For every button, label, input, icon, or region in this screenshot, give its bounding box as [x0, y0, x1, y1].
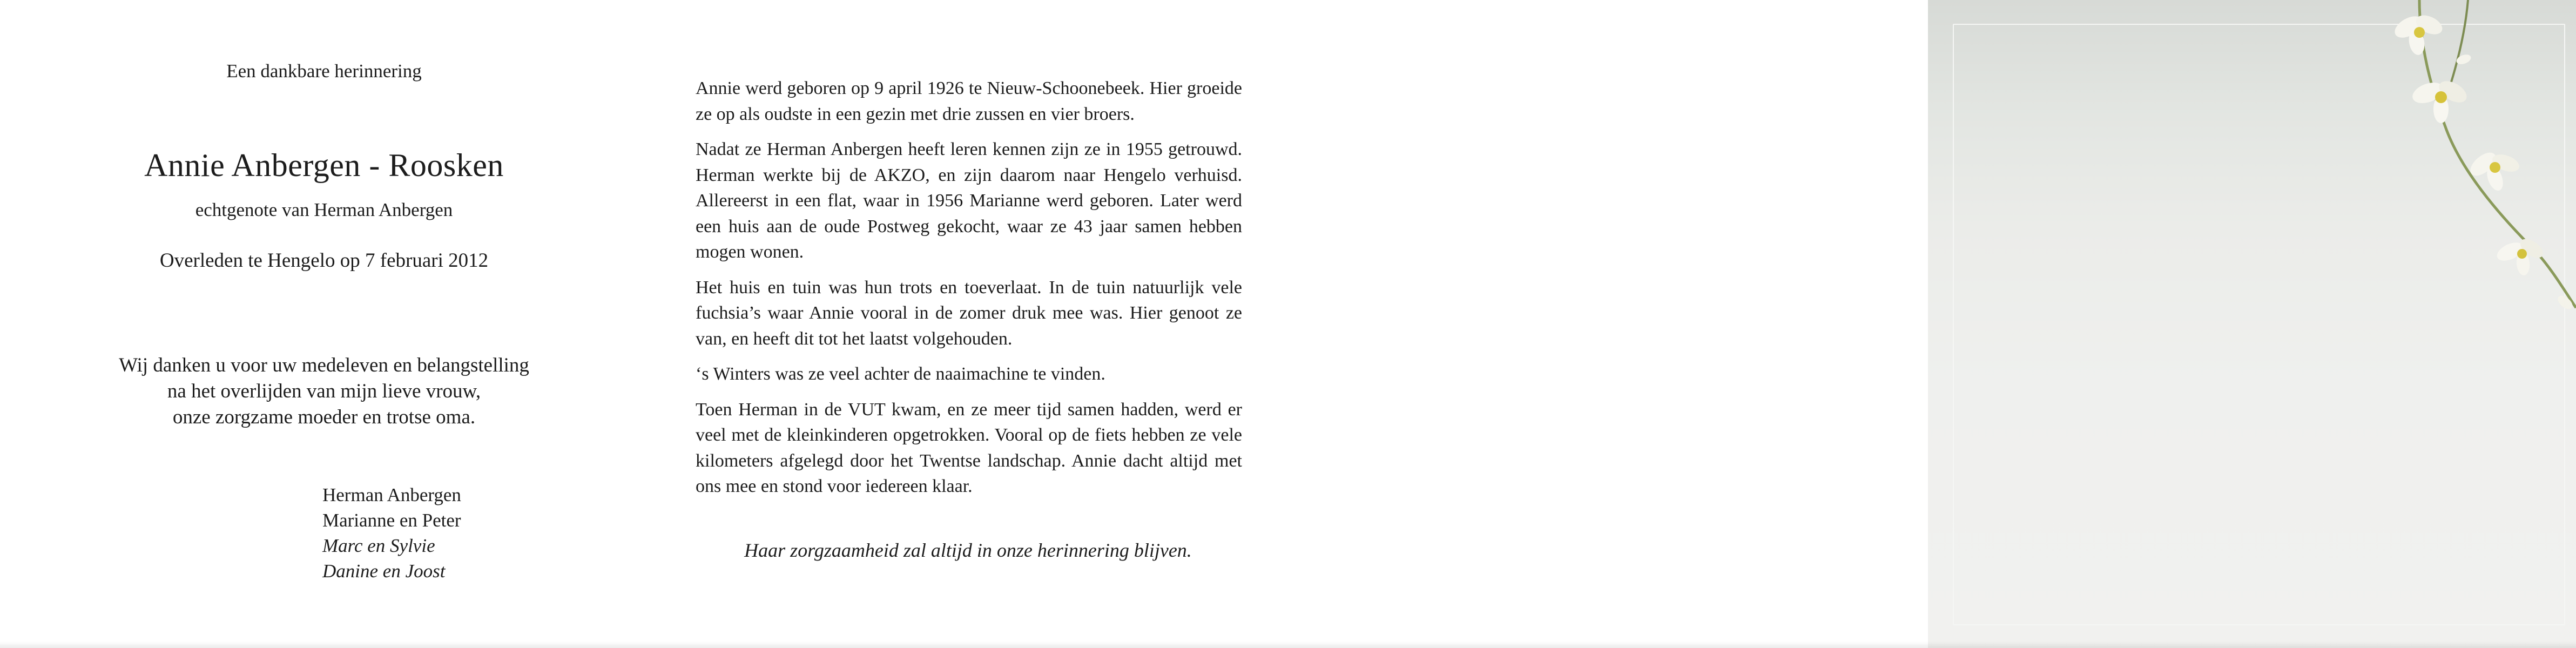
- signatory: Marc en Sylvie: [322, 535, 435, 556]
- signatory: Herman Anbergen: [322, 484, 461, 505]
- card-left-panel: [0, 0, 645, 648]
- page-edge-shadow: [0, 642, 2576, 648]
- biography-paragraph: Het huis en tuin was hun trots en toeverlaat. In de tuin natuurlijk vele fuchsia’s waar Annie vooral in de zomer druk mee was. Hier genoot ze van, en heeft dit tot het laatst volgehouden.: [696, 277, 1242, 349]
- spouse-line: echtgenote van Herman Anbergen: [195, 199, 453, 220]
- closing-line: Haar zorgzaamheid zal altijd in onze herinnering blijven.: [744, 539, 1192, 561]
- signatory: Marianne en Peter: [322, 510, 461, 531]
- thanks-line: na het overlijden van mijn lieve vrouw,: [167, 380, 481, 402]
- intro-text: Een dankbare herinnering: [226, 60, 422, 82]
- biography-paragraph: Annie werd geboren op 9 april 1926 te Nieuw-Schoonebeek. Hier groeide ze op als oudste in een gezin met drie zussen en vier broers.: [696, 78, 1242, 124]
- thanks-text: [54, 353, 594, 430]
- signatories: [322, 482, 461, 584]
- biography: [696, 76, 1242, 509]
- biography-paragraph: Nadat ze Herman Anbergen heeft leren kennen zijn ze in 1955 getrouwd. Herman werkte bij de AKZO, en zijn daarom naar Hengelo verhuisd. Allereerst in een flat, waar in 1956 Marianne werd geboren. Later werd een huis aan de oude Postweg gekocht, waar ze 43 jaar samen hebben mogen wonen.: [696, 139, 1242, 262]
- thanks-line: Wij danken u voor uw medeleven en belangstelling: [119, 354, 529, 376]
- orchid-photo-icon: [2338, 0, 2576, 346]
- card-photo-panel: [1928, 0, 2576, 648]
- card-blank-panel: [1291, 0, 1928, 648]
- deceased-name: Annie Anbergen - Roosken: [144, 147, 504, 183]
- thanks-line: onze zorgzame moeder en trotse oma.: [172, 406, 476, 428]
- death-line: Overleden te Hengelo op 7 februari 2012: [159, 249, 489, 272]
- signatory: Danine en Joost: [322, 561, 446, 582]
- biography-paragraph: ‘s Winters was ze veel achter de naaimachine te vinden.: [696, 364, 1105, 384]
- biography-paragraph: Toen Herman in de VUT kwam, en ze meer tijd samen hadden, werd er veel met de kleinkinderen opgetrokken. Vooral op de fiets hebben ze vele kilometers afgelegd door het Twentse landschap. Annie dacht altijd met ons mee en stond voor iedereen klaar.: [696, 399, 1242, 496]
